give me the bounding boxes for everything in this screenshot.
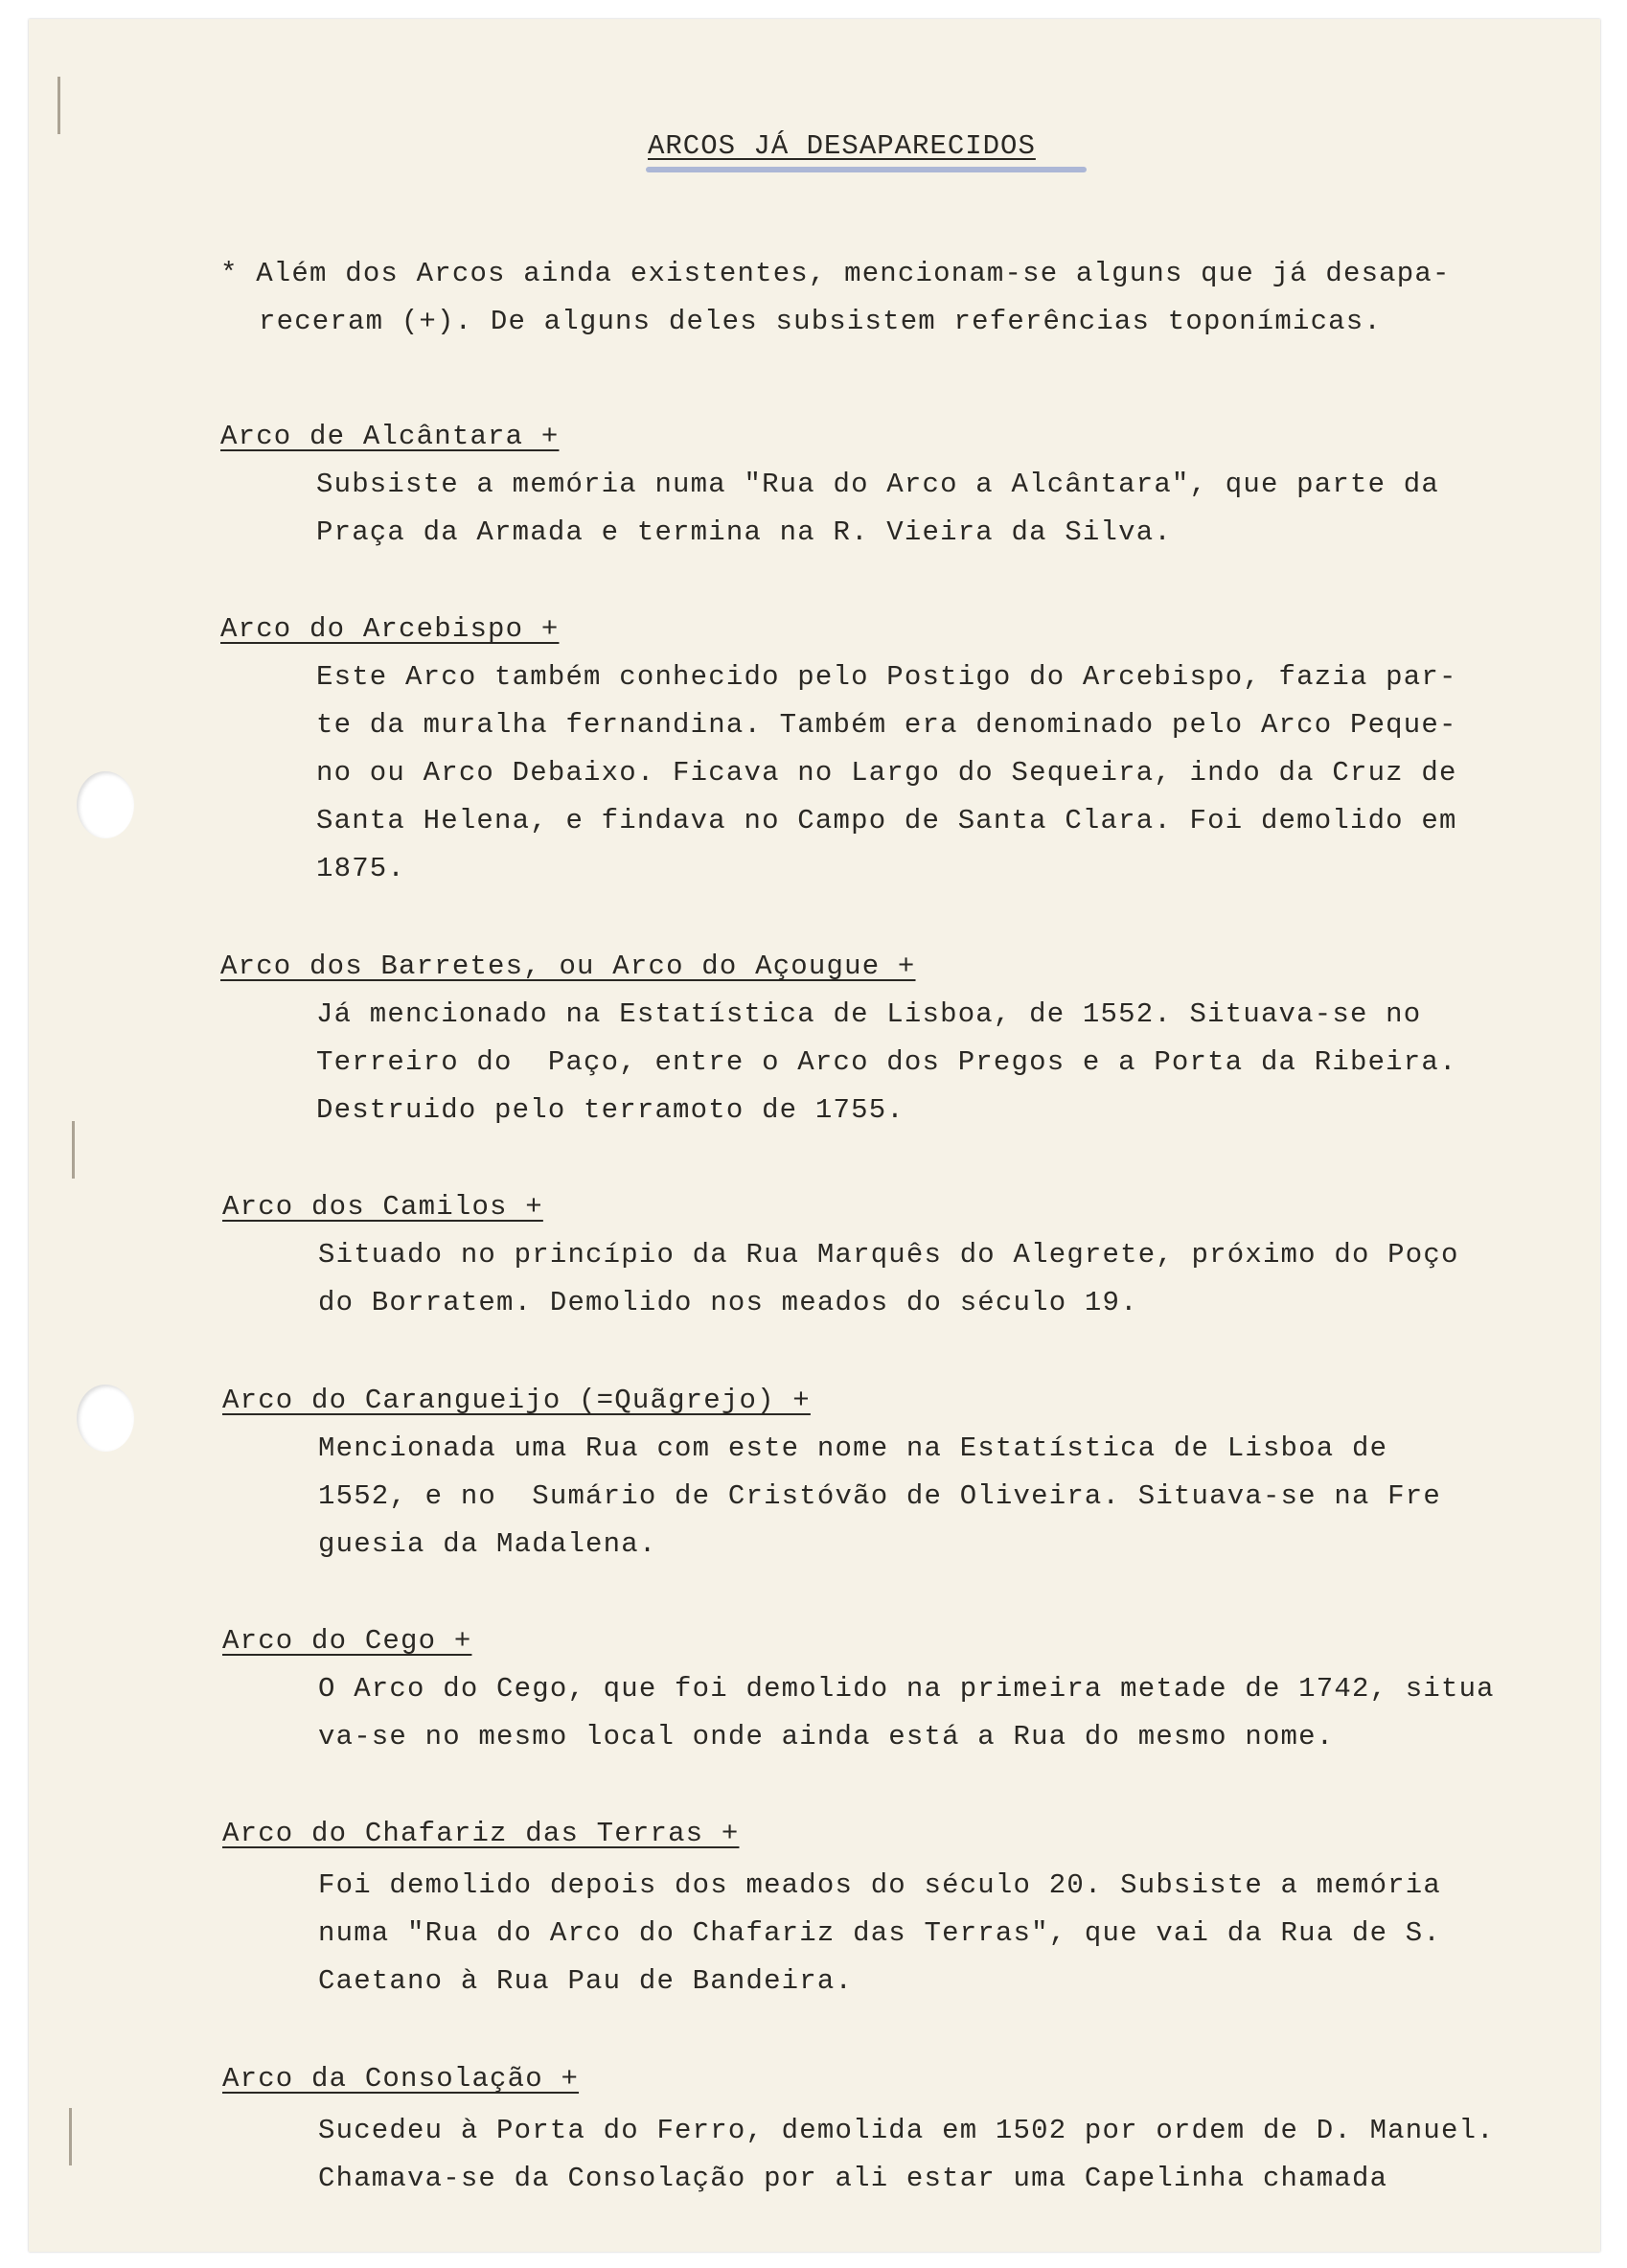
entry-line: Foi demolido depois dos meados do século 20. Subsiste a memória: [318, 1869, 1441, 1901]
entry-line: Situado no princípio da Rua Marquês do Alegrete, próximo do Poço: [318, 1239, 1459, 1271]
entry-line: no ou Arco Debaixo. Ficava no Largo do Sequeira, indo da Cruz de: [316, 757, 1457, 789]
entry-heading: Arco do Chafariz das Terras +: [222, 1818, 740, 1849]
entry-line: Destruido pelo terramoto de 1755.: [316, 1094, 905, 1126]
entry-line: Sucedeu à Porta do Ferro, demolida em 1502 por ordem de D. Manuel.: [318, 2115, 1495, 2146]
entry-heading: Arco dos Camilos +: [222, 1191, 543, 1223]
margin-mark: [69, 2108, 72, 2165]
blue-pencil-underline: [646, 167, 1087, 172]
entry-line: Este Arco também conhecido pelo Postigo do Arcebispo, fazia par-: [316, 661, 1457, 693]
page-title: ARCOS JÁ DESAPARECIDOS: [648, 130, 1036, 162]
entry-line: Mencionada uma Rua com este nome na Estatística de Lisboa de: [318, 1432, 1388, 1464]
entry-line: Chamava-se da Consolação por ali estar uma Capelinha chamada: [318, 2163, 1388, 2194]
entry-heading: Arco do Carangueijo (=Quãgrejo) +: [222, 1385, 811, 1416]
entry-line: do Borratem. Demolido nos meados do século 19.: [318, 1287, 1138, 1318]
entry-line: va-se no mesmo local onde ainda está a Rua do mesmo nome.: [318, 1721, 1335, 1753]
entry-heading: Arco de Alcântara +: [220, 421, 560, 452]
entry-line: O Arco do Cego, que foi demolido na primeira metade de 1742, situa: [318, 1673, 1495, 1705]
document-page: [29, 19, 1600, 2252]
entry-line: Subsiste a memória numa "Rua do Arco a Alcântara", que parte da: [316, 469, 1439, 500]
entry-line: numa "Rua do Arco do Chafariz das Terras", que vai da Rua de S.: [318, 1917, 1441, 1949]
entry-heading: Arco do Arcebispo +: [220, 613, 560, 645]
entry-line: guesia da Madalena.: [318, 1528, 657, 1560]
entry-line: 1552, e no Sumário de Cristóvão de Oliveira. Situava-se na Fre: [318, 1480, 1441, 1512]
entry-line: Terreiro do Paço, entre o Arco dos Pregos e a Porta da Ribeira.: [316, 1046, 1457, 1078]
punch-hole-bottom: [77, 1385, 134, 1452]
entry-line: Já mencionado na Estatística de Lisboa, de 1552. Situava-se no: [316, 998, 1422, 1030]
entry-line: Santa Helena, e findava no Campo de Santa Clara. Foi demolido em: [316, 805, 1457, 836]
intro-line: receram (+). De alguns deles subsistem referências toponímicas.: [259, 306, 1382, 337]
entry-heading: Arco dos Barretes, ou Arco do Açougue +: [220, 951, 916, 982]
entry-line: Praça da Armada e termina na R. Vieira da Silva.: [316, 516, 1172, 548]
entry-heading: Arco do Cego +: [222, 1625, 472, 1657]
entry-line: te da muralha fernandina. Também era denominado pelo Arco Peque-: [316, 709, 1457, 741]
punch-hole-top: [77, 771, 134, 838]
margin-mark: [72, 1121, 75, 1179]
entry-line: Caetano à Rua Pau de Bandeira.: [318, 1965, 854, 1997]
intro-line: * Além dos Arcos ainda existentes, mencionam-se alguns que já desapa-: [220, 258, 1451, 289]
margin-mark: [57, 77, 60, 134]
entry-line: 1875.: [316, 853, 406, 884]
entry-heading: Arco da Consolação +: [222, 2063, 580, 2095]
